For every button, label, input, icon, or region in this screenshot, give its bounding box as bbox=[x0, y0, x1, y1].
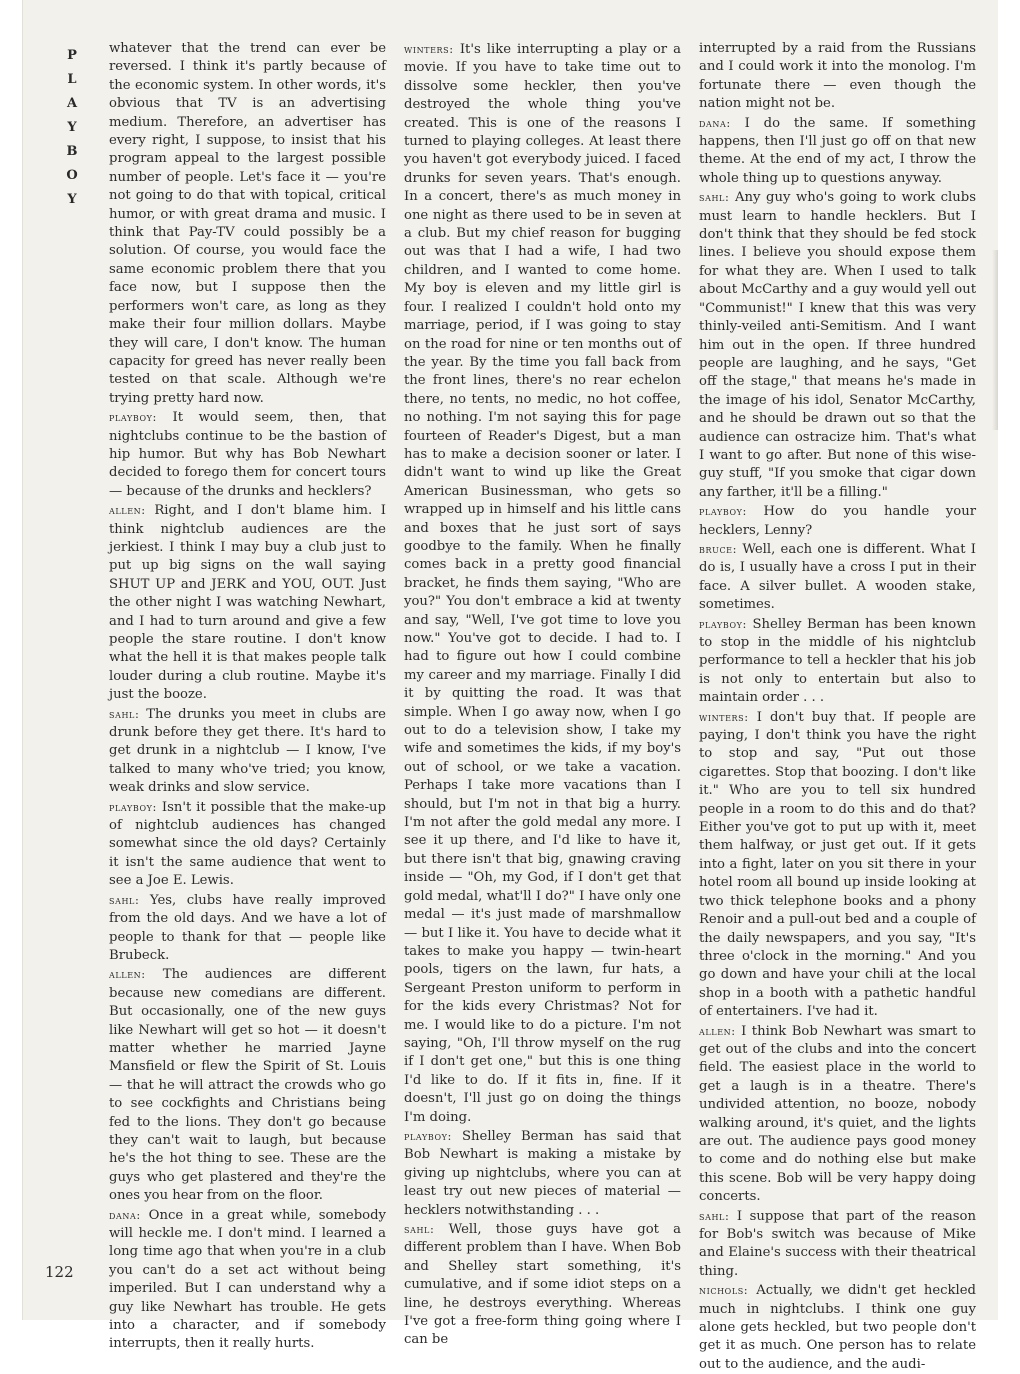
speaker-label: dana: bbox=[109, 1207, 141, 1222]
speaker-label: sahl: bbox=[699, 190, 730, 205]
speaker-label: bruce: bbox=[699, 541, 738, 556]
speaker-label: playboy: bbox=[404, 1128, 452, 1143]
page-number: 122 bbox=[45, 1263, 74, 1281]
dialogue-paragraph bbox=[699, 114, 976, 189]
dialogue-paragraph bbox=[404, 1127, 681, 1220]
speaker-label: playboy: bbox=[699, 504, 747, 519]
speaker-label: playboy: bbox=[109, 799, 157, 814]
running-head-letter: A bbox=[66, 96, 78, 111]
speaker-label: allen: bbox=[699, 1023, 736, 1038]
magazine-page bbox=[22, 0, 998, 1372]
paragraph-text: whatever that the trend can ever be reversed. I think it's partly because of the economic system. In other words, it's obvious that TV is an advertising medium. Therefore, an advertiser has every right, I suppose, to insist that his program appeal to the largest possible number of people. Let's face it — you're not going to do that with topical, critical humor, or with great drama and music. I think that Pay-TV could possibly be a solution. Of course, you would face the same economic problem there that you face now, but I suppose then the performers won't care, as long as they make their four million dollars. Maybe they will care, I don't know. The human capacity for greed has never really been tested on that scale. Although we're trying pretty hard now. bbox=[109, 41, 386, 406]
dialogue-paragraph bbox=[699, 540, 976, 615]
dialogue-paragraph bbox=[109, 408, 386, 501]
dialogue-paragraph bbox=[404, 40, 681, 1127]
paragraph-text: Actually, we didn't get heckled much in nightclubs. I think one guy alone gets heckled, but two people don't get it as much. One person has to relate out to the audience, and the audi- bbox=[699, 1283, 976, 1372]
speaker-label: dana: bbox=[699, 115, 731, 130]
text-column-1 bbox=[109, 40, 386, 1354]
paragraph-text: I don't buy that. If people are paying, I don't think you have the right to stop and say, "Put out those cigarettes. Stop that boozing. I don't like it." Who are you to tell six hundred people in a room to do this and do that? Either you've got to put up with it, meet them halfway, or just get out. If it gets into a fight, later on you sit there in your hotel room all bound up inside looking at two thick telephone books and a phony Renoir and a pull-out bed and a couple of the daily newspapers, and you say, "It's three o'clock in the morning." And you go down and have your chili at the local shop in a booth with a pathetic handful of entertainers. I've had it. bbox=[699, 709, 976, 1020]
speaker-label: playboy: bbox=[109, 410, 157, 425]
running-head-letter: Y bbox=[67, 120, 77, 135]
speaker-label: sahl: bbox=[404, 1222, 435, 1236]
running-head-letter: B bbox=[66, 144, 78, 159]
paragraph-text: Isn't it possible that the make-up of nightclub audiences has changed somewhat since the old days? Certainly it isn't the same audience that went to see a Joe E. Lewis. bbox=[109, 799, 386, 889]
dialogue-paragraph bbox=[699, 1022, 976, 1207]
speaker-label: allen: bbox=[109, 967, 146, 982]
dialogue-paragraph bbox=[699, 188, 976, 502]
paragraph-text: How do you handle your hecklers, Lenny? bbox=[699, 504, 976, 538]
speaker-label: nichols: bbox=[699, 1283, 749, 1298]
dialogue-paragraph bbox=[699, 1207, 976, 1282]
paragraph-text: I do the same. If something happens, then I'll just go off on that new theme. At the end of my act, I throw the whole thing up to questions anyway. bbox=[699, 115, 976, 186]
speaker-label: playboy: bbox=[699, 616, 747, 631]
paragraph-text: Yes, clubs have really improved from the old days. And we have a lot of people to thank for that — people like Brubeck. bbox=[109, 892, 386, 963]
dialogue-paragraph bbox=[109, 501, 386, 704]
running-head bbox=[61, 44, 83, 212]
paragraph-text: It's like interrupting a play or a movie. If you have to take time out to dissolve some heckler, then you've destroyed the whole thing you've created. This is one of the reasons I turned to playing colleges. At least there you haven't got everybody juiced. I faced drunks for seven years. That's enough. In a concert, there's as much money in one night as there used to be in seven at a club. But my chief reason for bugging out was that I had a wife, I had two children, and I wanted to come home. My boy is eleven and my little girl is four. I realized I couldn't hold onto my marriage, period, if I was going to stay on the road for nine or ten months out of the year. By the time you fall back from the front lines, there's no rear echelon there, no tents, no medic, no hot coffee, no nothing. I'm not saying this for page fourteen of Reader's Digest, but a man has to make a decision sooner or later. I didn't want to wind up like the Great American Businessman, who gets so wrapped up in himself and his little cans and boxes that he just sort of says goodbye to the family. When he finally comes back in a pretty good financial bracket, he finds them saying, "Who are you?" You don't embrace a kid at twenty and say, "Well, I've got time to love you now." You've got to decide. I had to. I had to figure out how I could combine my career and my marriage. Finally I did it by quitting the road. It was that simple. When I go away now, when I go out to do a television show, I take my wife and sometimes the kids, if my boy's out of school, or we take a vacation. Perhaps I take more vacations than I should, but I'm not in that big a hurry. I'm not after the gold medal any more. I see it up there, and I'd like to have it, but there isn't that big, gnawing craving inside — "Oh, my God, if I don't get that gold medal, what'll I do?" I have only one medal — it's just made of marshmallow — but I like it. You have to decide what it takes to make you happy — twin-heart pools, tigers on the lawn, fur hats, a Sergeant Preston uniform to perform in for the kids every Christmas? Not for me. I would like to do a picture. I'm not saying, "Oh, I'll throw myself on the rug if I don't get one," but this is one thing I'd like to do. If it fits in, fine. If it doesn't, I'll just go on doing the things I'm doing. bbox=[404, 42, 681, 1125]
paragraph-text: I think Bob Newhart was smart to get out of the clubs and into the concert field. The easiest place in the world to get a laugh is in a theatre. There's undivided attention, no booze, nobody walking around, it's quiet, and the lights are out. The audience pays good money to come and do nothing else but make this scene. Bob will be very happy doing concerts. bbox=[699, 1023, 976, 1205]
dialogue-paragraph bbox=[404, 1220, 681, 1350]
paragraph-text: The drunks you meet in clubs are drunk before they get there. It's hard to get drunk in a nightclub — I know, I've talked to many who've tried; you know, weak drinks and slow service. bbox=[109, 706, 386, 796]
dialogue-paragraph bbox=[109, 891, 386, 966]
dialogue-paragraph bbox=[699, 708, 976, 1022]
dialogue-paragraph bbox=[109, 40, 386, 408]
dialogue-paragraph bbox=[699, 1281, 976, 1374]
speaker-label: sahl: bbox=[109, 892, 140, 907]
paragraph-text: interrupted by a raid from the Russians and I could work it into the monolog. I'm fortunate there — even though the nation might not be. bbox=[699, 41, 976, 112]
paragraph-text: Well, those guys have got a different problem than I have. When Bob and Shelley start something, it's cumulative, and if some idiot steps on a line, he destroys everything. Whereas I've got a free-form thing going where I can be bbox=[404, 1222, 681, 1348]
paragraph-text: Once in a great while, somebody will heckle me. I don't mind. I learned a long time ago that when you're in a club you can't do a set act without being imperiled. But I can understand why a guy like Newhart has trouble. He gets into a character, and if somebody interrupts, then it really hurts. bbox=[109, 1207, 386, 1352]
paragraph-text: Right, and I don't blame him. I think nightclub audiences are the jerkiest. I think I may buy a club just to put up big signs on the wall saying SHUT UP and JERK and YOU, OUT. Just the other night I was watching Newhart, and I had to turn around and give a few people the stare routine. I don't know what the hell it is that makes people talk louder during a club routine. Maybe it's just the booze. bbox=[109, 503, 386, 703]
paragraph-text: Shelley Berman has said that Bob Newhart is making a mistake by giving up nightclubs, where you can at least try out new pieces of material — hecklers notwithstanding . . . bbox=[404, 1128, 681, 1218]
running-head-letter: O bbox=[66, 168, 78, 183]
paragraph-text: I suppose that part of the reason for Bob's switch was because of Mike and Elaine's success with their theatrical thing. bbox=[699, 1208, 976, 1279]
text-column-3 bbox=[699, 40, 976, 1374]
dialogue-paragraph bbox=[699, 615, 976, 708]
page-edge-shadow bbox=[992, 250, 998, 430]
paragraph-text: Shelley Berman has been known to stop in the middle of his nightclub performance to tell a heckler that his job is not only to entertain but also to maintain order . . . bbox=[699, 616, 976, 706]
text-column-2 bbox=[404, 40, 681, 1350]
running-head-letter: L bbox=[67, 72, 77, 87]
paragraph-text: It would seem, then, that nightclubs continue to be the bastion of hip humor. But why has Bob Newhart decided to forego them for concert tours — because of the drunks and hecklers? bbox=[109, 410, 386, 499]
speaker-label: sahl: bbox=[699, 1208, 730, 1223]
paragraph-text: Any guy who's going to work clubs must learn to handle hecklers. But I don't think that they should be fed stock lines. I believe you should expose them for what they are. When I used to talk about McCarthy and a guy would yell out "Communist!" I knew that this was very thinly-veiled anti-Semitism. And I want him out in the open. If three hundred people are laughing, and he says, "Get off the stage," that means he's made in the image of his idol, Senator McCarthy, and he should be drawn out so that the audience can ostracize him. That's what I want to go after. But none of this wise-guy stuff, "If you smoke that cigar down any farther, it'll be a filling." bbox=[699, 190, 976, 500]
paragraph-text: The audiences are different because new comedians are different. But occasionally, one of the new guys like Newhart will get so hot — it doesn't matter whether he married Jayne Mansfield or flew the Spirit of St. Louis — that he will attract the crowds who go to see cockfights and Christians being fed to the lions. They don't go because they can't wait to laugh, but because he's the hot thing to see. These are the guys who get plastered and they're the ones you hear from on the floor. bbox=[109, 967, 386, 1204]
speaker-label: sahl: bbox=[109, 706, 140, 721]
dialogue-paragraph bbox=[109, 965, 386, 1205]
paragraph-text: Well, each one is different. What I do is, I usually have a cross I put in their face. A silver bullet. A wooden stake, sometimes. bbox=[699, 541, 976, 613]
running-head-letter: P bbox=[67, 48, 77, 63]
running-head-letter: Y bbox=[67, 192, 77, 207]
dialogue-paragraph bbox=[109, 1206, 386, 1354]
speaker-label: winters: bbox=[699, 709, 749, 724]
speaker-label: allen: bbox=[109, 503, 146, 518]
dialogue-paragraph bbox=[109, 705, 386, 798]
dialogue-paragraph bbox=[699, 40, 976, 114]
dialogue-paragraph bbox=[109, 798, 386, 891]
dialogue-paragraph bbox=[699, 502, 976, 540]
speaker-label: winters: bbox=[404, 42, 454, 56]
